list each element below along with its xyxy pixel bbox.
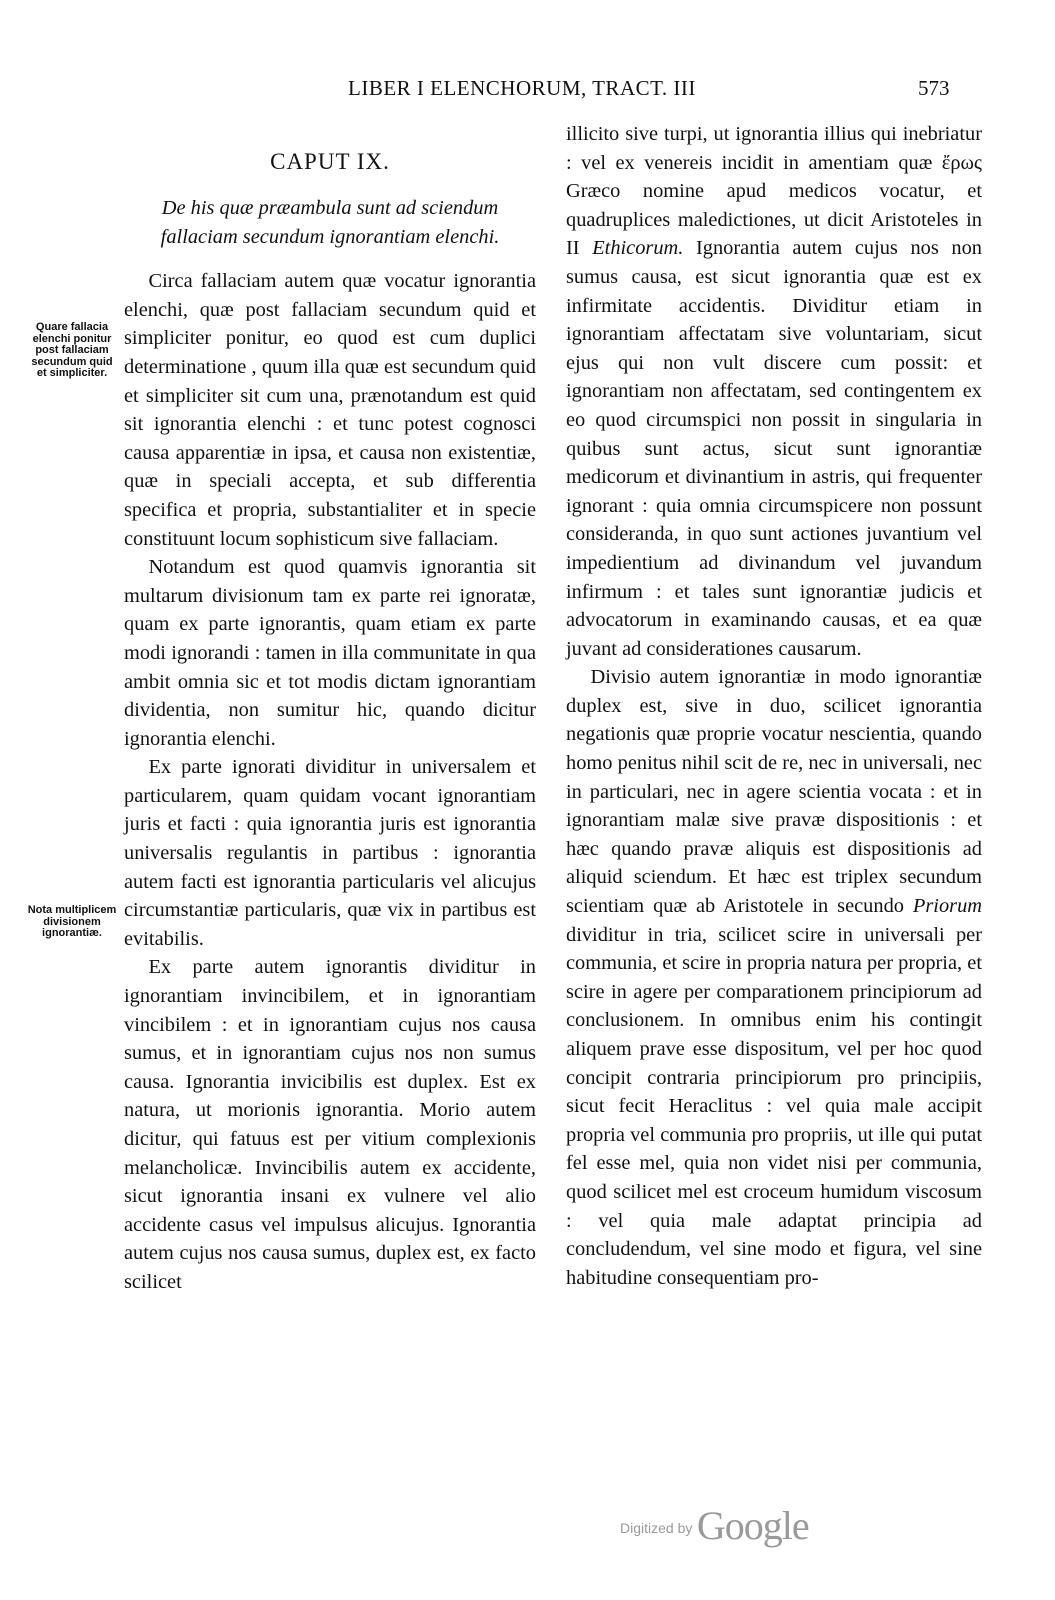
text-run: Divisio autem ignorantiæ in modo ignorantiæ duplex est, sive in duo, scilicet ignorantia negationis quæ proprie vocatur nescientia, quando homo penitus nihil scit de re, nec in universali, nec in particulari, nec in agere scientia vocata : et in ignorantiam malæ sive pravæ dispositionis : et hæc quando pravæ aliquis est dispositionis ad aliquid sciendum. Et hæc est triplex secundum scientiam quæ ab Aristotele in secundo (566, 666, 982, 918)
google-logo: Google (696, 1503, 809, 1548)
page-number: 573 (918, 76, 950, 100)
text-run-italic: Ethicorum. (592, 237, 684, 260)
right-column (566, 120, 982, 1292)
paragraph: Ex parte ignorati dividitur in universalem et particularem, quam quidam vocant ignorantiam juris et facti : quia ignorantia juris est ignorantia universalis regulantis in partibus : ignorantia autem facti est ignorantia particularis vel alicujus circumstantiæ particularis, quæ vix in partibus est evitabilis. (124, 756, 536, 950)
paragraph (566, 120, 982, 663)
text-run: illicito sive turpi, ut ignorantia illius qui inebriatur : vel ex venereis incidit in amentiam quæ ἔρως Græco nomine apud medicos vocatur, et quadruplices maledictiones, ut dicit Aristoteles in II (566, 123, 982, 260)
text-run: dividitur in tria, scilicet scire in universali per communia, et scire in propria natura per propria, et scire in agere per comparationem principiorum ad conclusionem. In omnibus enim his contingit aliquem prave esse dispositum, vel per hoc quod concipit contraria principiorum pro principiis, sicut fecit Heraclitus : vel quia male accipit propria vel communia pro propriis, ut ille qui putat fel esse mel, quia non videt nisi per communia, quod scilicet mel est croceum humidum viscosum : vel quia male adaptat principia ad concludendum, vel sine modo et figura, vel sine habitudine consequentiam pro- (566, 923, 982, 1289)
watermark-prefix: Digitized by (620, 1520, 693, 1536)
text-run: Ignorantia autem cujus nos non sumus causa, est sicut ignorantia quæ est ex infirmitate accidentis. Dividitur etiam in ignorantiam affectatam sive voluntariam, sicut ejus qui non vult discere cum possit: et ignorantiam non affectatam, sed contingentem ex eo quod circumspici non possit in singularia in quibus sunt actus, sicut sunt ignorantiæ medicorum et divinantium in astris, qui frequenter ignorant : quia omnia circumspicere non possunt consideranda, in quo sunt actiones juvantium vel impedientium ad divinandum vel juvandum infirmum : et tales sunt ignorantiæ judicis et advocatorum in examinando causas, et ea quæ juvant ad considerationes causarum. (566, 237, 982, 660)
chapter-title: CAPUT IX. (270, 149, 390, 174)
marginal-note: Nota multiplicem divisionem ignorantiæ. (27, 904, 117, 939)
paragraph: Circa fallaciam autem quæ vocatur ignorantia elenchi, quæ post fallaciam secundum quid et simpliciter ponitur, eo quod est cum duplici determinatione , quum illa quæ est secundum quid et simpliciter sit cum una, prænotandum est quid sit ignorantia elenchi : et tunc potest cognosci causa apparentiæ in ipsa, et causa non existentiæ, quæ in speciali accepta, et sub differentia specifica et propria, substantialiter et in specie constituunt locum sophisticum sive fallaciam. (124, 270, 536, 550)
left-column (124, 148, 536, 1297)
digitized-watermark (620, 1502, 809, 1549)
paragraph: Ex parte autem ignorantis dividitur in ignorantiam invincibilem, et in ignorantiam vincibilem : et in ignorantiam cujus nos causa sumus, et in ignorantiam cujus nos non sumus causa. Ignorantia invicibilis est duplex. Est ex natura, ut morionis ignorantia. Morio autem dicitur, qui fatuus est per vitium complexionis melancholicæ. Invincibilis autem ex accidente, sicut ignorantia insani ex vulnere vel alio accidente casus vel impulsus alicujus. Ignorantia autem cujus nos causa sumus, duplex est, ex facto scilicet (124, 956, 536, 1293)
running-title: LIBER I ELENCHORUM, TRACT. III (348, 76, 696, 100)
chapter-subtitle: De his quæ præambula sunt ad sciendum fallaciam secundum ignorantiam elenchi. (160, 197, 500, 248)
text-run-italic: Priorum (912, 895, 982, 918)
running-header (0, 76, 1055, 106)
marginal-note: Quare fallacia elenchi ponitur post fallaciam secundum quid et simpliciter. (31, 321, 113, 379)
paragraph (566, 663, 982, 1292)
paragraph: Notandum est quod quamvis ignorantia sit multarum divisionum tam ex parte rei ignoratæ, quam ex parte ignorantis, quam etiam ex parte modi ignorandi : tamen in illa communitate in qua ambit omnia sic et tot modis dictam ignorantiam dividentia, non sumitur hic, quando dicitur ignorantia elenchi. (124, 556, 536, 750)
